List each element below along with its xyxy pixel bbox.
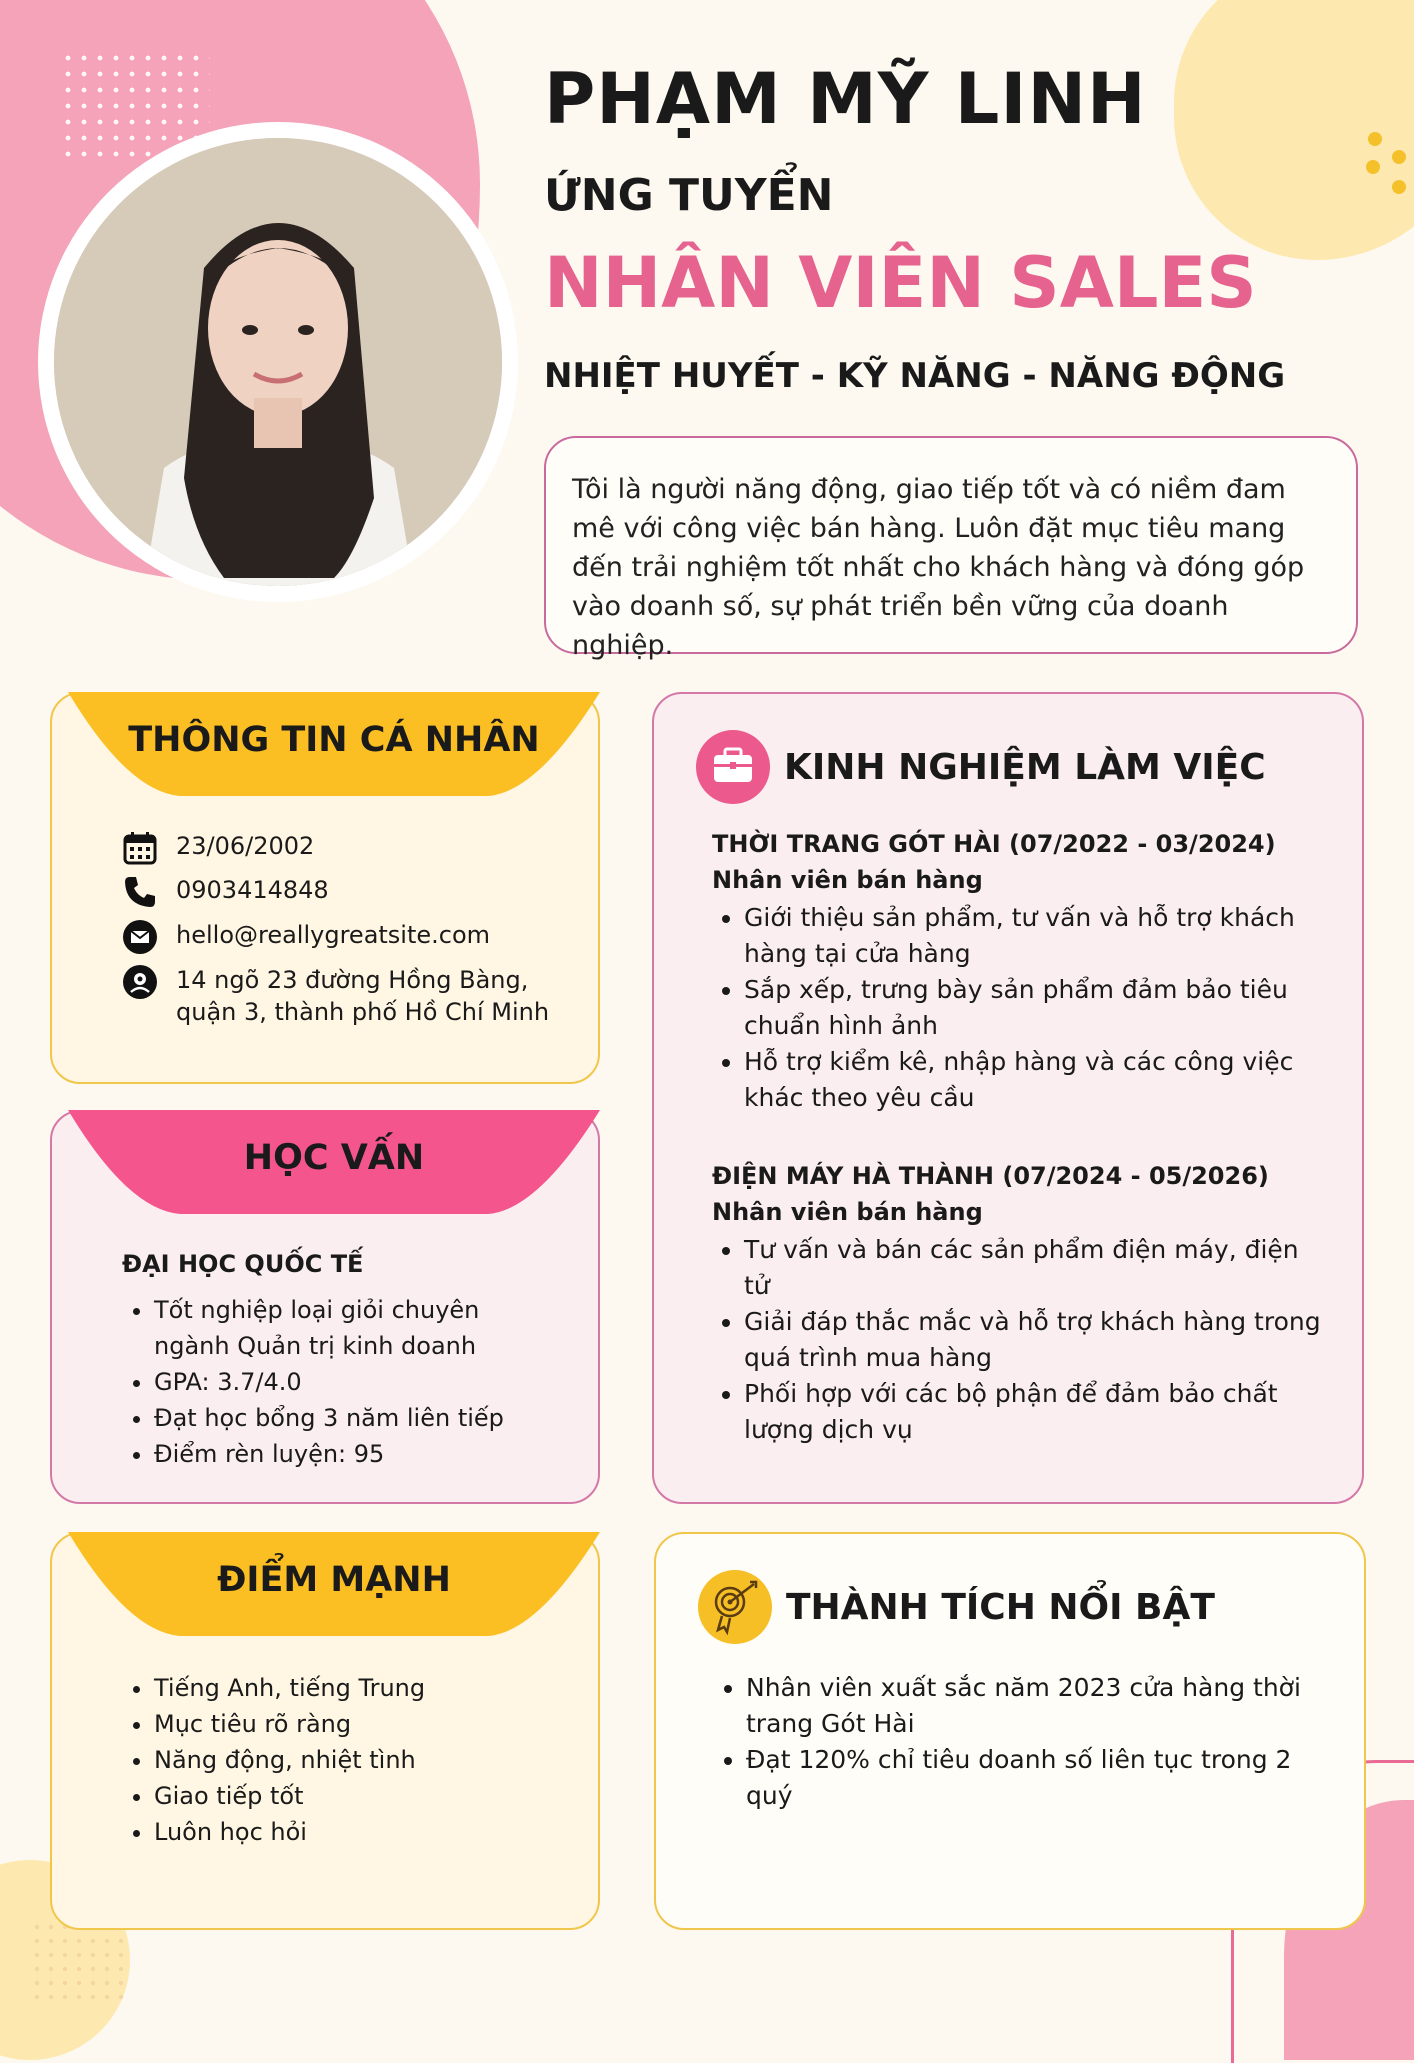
education-title: HỌC VẤN — [243, 1138, 425, 1178]
summary-box — [544, 436, 1358, 661]
personal-info-card — [50, 692, 600, 1084]
list-item: • Hỗ trợ kiểm kê, nhập hàng và các công việc khác theo yêu cầu — [744, 1044, 1332, 1116]
achievements-header — [698, 1570, 1215, 1644]
education-tab — [68, 1110, 600, 1214]
achievements-list — [714, 1670, 1334, 1814]
strengths-list — [122, 1670, 562, 1850]
address-line-1: 14 ngõ 23 đường Hồng Bàng, — [176, 966, 529, 994]
job-role: Nhân viên bán hàng — [712, 866, 983, 894]
list-item: • GPA: 3.7/4.0 — [154, 1364, 542, 1400]
position-title: NHÂN VIÊN SALES — [544, 242, 1257, 324]
birthday-row — [122, 830, 314, 866]
job-role: Nhân viên bán hàng — [712, 1198, 983, 1226]
list-item: • Phối hợp với các bộ phận để đảm bảo chất lượng dịch vụ — [744, 1376, 1332, 1448]
location-icon — [122, 964, 158, 1000]
calendar-icon — [122, 830, 158, 866]
experience-header — [696, 730, 1266, 804]
address-text — [176, 964, 549, 1028]
experience-title: KINH NGHIỆM LÀM VIỆC — [784, 746, 1266, 788]
decorative-dot — [1366, 160, 1380, 174]
job-1 — [712, 830, 1332, 1116]
list-item: • Luôn học hỏi — [154, 1814, 562, 1850]
list-item: • Tư vấn và bán các sản phẩm điện máy, điện tử — [744, 1232, 1332, 1304]
education-list — [122, 1292, 542, 1472]
list-item: • Giải đáp thắc mắc và hỗ trợ khách hàng trong quá trình mua hàng — [744, 1304, 1332, 1376]
decorative-dot — [1392, 150, 1406, 164]
apply-label: ỨNG TUYỂN — [544, 170, 834, 221]
school-name: ĐẠI HỌC QUỐC TẾ — [122, 1250, 364, 1278]
list-item: • Tiếng Anh, tiếng Trung — [154, 1670, 562, 1706]
target-award-icon — [698, 1570, 772, 1644]
job-company: ĐIỆN MÁY HÀ THÀNH (07/2024 - 05/2026) — [712, 1162, 1269, 1190]
briefcase-icon — [696, 730, 770, 804]
candidate-name: PHẠM MỸ LINH — [544, 58, 1147, 140]
decorative-dot — [1392, 180, 1406, 194]
summary-text: Tôi là người năng động, giao tiếp tốt và có niềm đam mê với công việc bán hàng. Luôn đặt mục tiêu mang đến trải nghiệm tốt nhất cho khách hàng và đóng góp vào doanh số, sự phát triển bền vững của doanh nghiệp. — [572, 474, 1305, 661]
job-2 — [712, 1162, 1332, 1448]
address-row — [122, 964, 549, 1028]
personal-info-title: THÔNG TIN CÁ NHÂN — [128, 720, 540, 760]
strengths-tab — [68, 1532, 600, 1636]
list-item: • Nhân viên xuất sắc năm 2023 cửa hàng thời trang Gót Hài — [746, 1670, 1334, 1742]
phone-text: 0903414848 — [176, 876, 329, 904]
achievements-card — [654, 1532, 1366, 1930]
list-item: • Đạt 120% chỉ tiêu doanh số liên tục trong 2 quý — [746, 1742, 1334, 1814]
personal-info-tab — [68, 692, 600, 796]
list-item: • Đạt học bổng 3 năm liên tiếp — [154, 1400, 542, 1436]
decorative-dot-grid — [30, 1920, 130, 2000]
decorative-blob-top-right — [1174, 0, 1414, 260]
education-card — [50, 1110, 600, 1504]
email-text: hello@reallygreatsite.com — [176, 921, 491, 949]
list-item: • Điểm rèn luyện: 95 — [154, 1436, 542, 1472]
list-item: • Giao tiếp tốt — [154, 1778, 562, 1814]
tagline: NHIỆT HUYẾT - KỸ NĂNG - NĂNG ĐỘNG — [544, 356, 1286, 396]
list-item: • Tốt nghiệp loại giỏi chuyên ngành Quản trị kinh doanh — [154, 1292, 542, 1364]
experience-card — [652, 692, 1364, 1504]
list-item: • Mục tiêu rõ ràng — [154, 1706, 562, 1742]
birthday-text: 23/06/2002 — [176, 832, 315, 860]
list-item: • Năng động, nhiệt tình — [154, 1742, 562, 1778]
phone-icon — [122, 874, 158, 910]
decorative-dot — [1368, 132, 1382, 146]
profile-photo — [54, 138, 502, 586]
strengths-card — [50, 1532, 600, 1930]
achievements-title: THÀNH TÍCH NỔI BẬT — [786, 1586, 1215, 1628]
email-row — [122, 919, 490, 955]
address-line-2: quận 3, thành phố Hồ Chí Minh — [176, 998, 550, 1026]
strengths-title: ĐIỂM MẠNH — [217, 1560, 451, 1600]
phone-row — [122, 874, 329, 910]
list-item: • Sắp xếp, trưng bày sản phẩm đảm bảo tiêu chuẩn hình ảnh — [744, 972, 1332, 1044]
job-company: THỜI TRANG GÓT HÀI (07/2022 - 03/2024) — [712, 830, 1276, 858]
mail-icon — [122, 919, 158, 955]
list-item: • Giới thiệu sản phẩm, tư vấn và hỗ trợ khách hàng tại cửa hàng — [744, 900, 1332, 972]
